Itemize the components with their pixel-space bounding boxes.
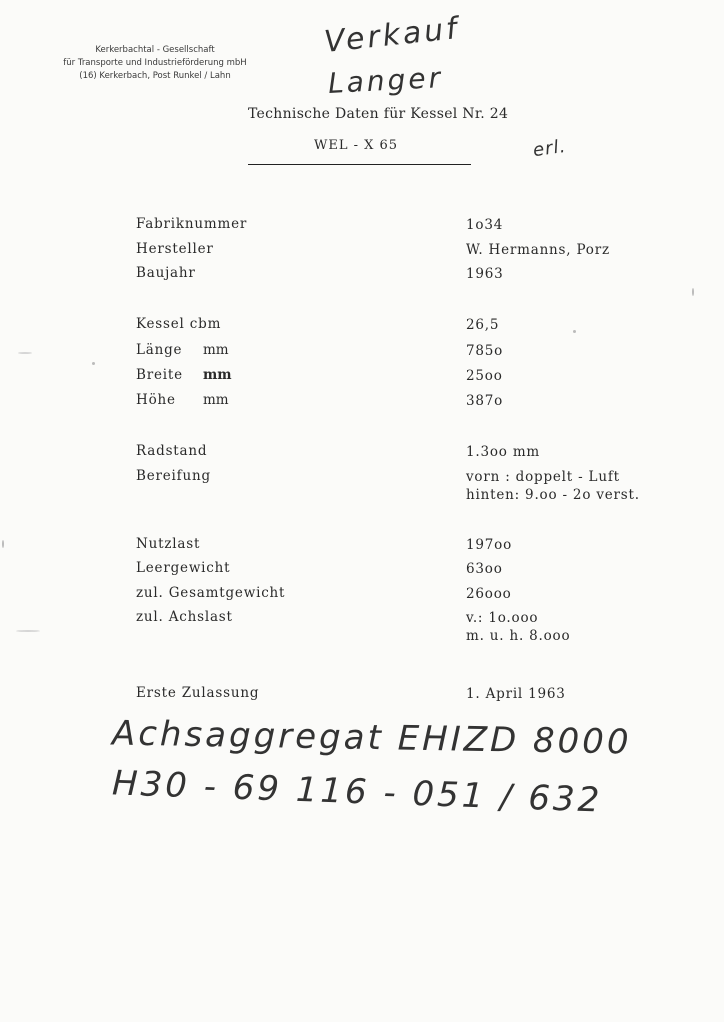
document-title: Technische Daten für Kessel Nr. 24	[248, 106, 509, 122]
letterhead-line-2: für Transporte und Industrieförderung mbH	[63, 58, 247, 68]
paper-speck	[692, 288, 694, 296]
spec-label: Nutzlast	[136, 536, 201, 552]
spec-label: Kessel cbm	[136, 316, 222, 332]
spec-value: 197oo	[466, 537, 513, 553]
paper-speck	[16, 630, 40, 632]
letterhead-line-1: Kerkerbachtal - Gesellschaft	[95, 45, 215, 55]
spec-unit: mm	[203, 342, 229, 358]
handwritten-note-number: H30 - 69 116 - 051 / 632	[111, 763, 603, 821]
handwritten-note-erledigt: erl.	[531, 135, 568, 162]
spec-value	[466, 609, 570, 645]
spec-value-line-2: hinten: 9.oo - 2o verst.	[466, 487, 640, 503]
spec-label: zul. Gesamtgewicht	[136, 585, 286, 601]
spec-label: Leergewicht	[136, 560, 231, 576]
spec-value-line-2: m. u. h. 8.ooo	[466, 628, 571, 644]
spec-value-line-1: v.: 1o.ooo	[466, 610, 539, 626]
spec-unit: mm	[203, 392, 229, 408]
letterhead	[40, 44, 270, 83]
spec-label: Baujahr	[136, 265, 196, 281]
spec-value: 26ooo	[466, 586, 512, 602]
spec-value: 26,5	[466, 317, 500, 333]
paper-speck	[573, 330, 576, 333]
spec-value: 387o	[466, 393, 504, 409]
spec-value: W. Hermanns, Porz	[466, 242, 610, 258]
title-underline	[248, 164, 471, 165]
spec-value: 1o34	[466, 217, 504, 233]
paper-speck	[18, 352, 32, 354]
spec-label: Breite	[136, 367, 183, 383]
spec-value: 1963	[466, 266, 504, 282]
spec-label: Fabriknummer	[136, 216, 248, 232]
spec-value: 1.3oo mm	[466, 444, 541, 460]
spec-value-line-1: vorn : doppelt - Luft	[466, 469, 620, 485]
document-subtitle: WEL - X 65	[314, 138, 399, 153]
spec-label: zul. Achslast	[136, 609, 233, 625]
spec-label: Radstand	[136, 443, 208, 459]
spec-label: Erste Zulassung	[136, 685, 260, 701]
spec-label: Höhe	[136, 392, 176, 408]
handwritten-note-verkauf: Verkauf	[322, 10, 462, 61]
spec-unit: mm	[203, 367, 232, 383]
spec-value: 63oo	[466, 561, 503, 577]
handwritten-note-langer: Langer	[327, 61, 444, 100]
paper-speck	[92, 362, 95, 365]
paper-speck	[2, 540, 4, 548]
handwritten-note-achsaggregat: Achsaggregat EHIZD 8000	[111, 713, 632, 763]
spec-value: 1. April 1963	[466, 686, 566, 702]
spec-label: Hersteller	[136, 241, 214, 257]
spec-value	[466, 468, 640, 504]
spec-label: Länge	[136, 342, 183, 358]
spec-label: Bereifung	[136, 468, 211, 484]
spec-value: 25oo	[466, 368, 503, 384]
letterhead-line-3: (16) Kerkerbach, Post Runkel / Lahn	[79, 71, 231, 81]
spec-value: 785o	[466, 343, 504, 359]
